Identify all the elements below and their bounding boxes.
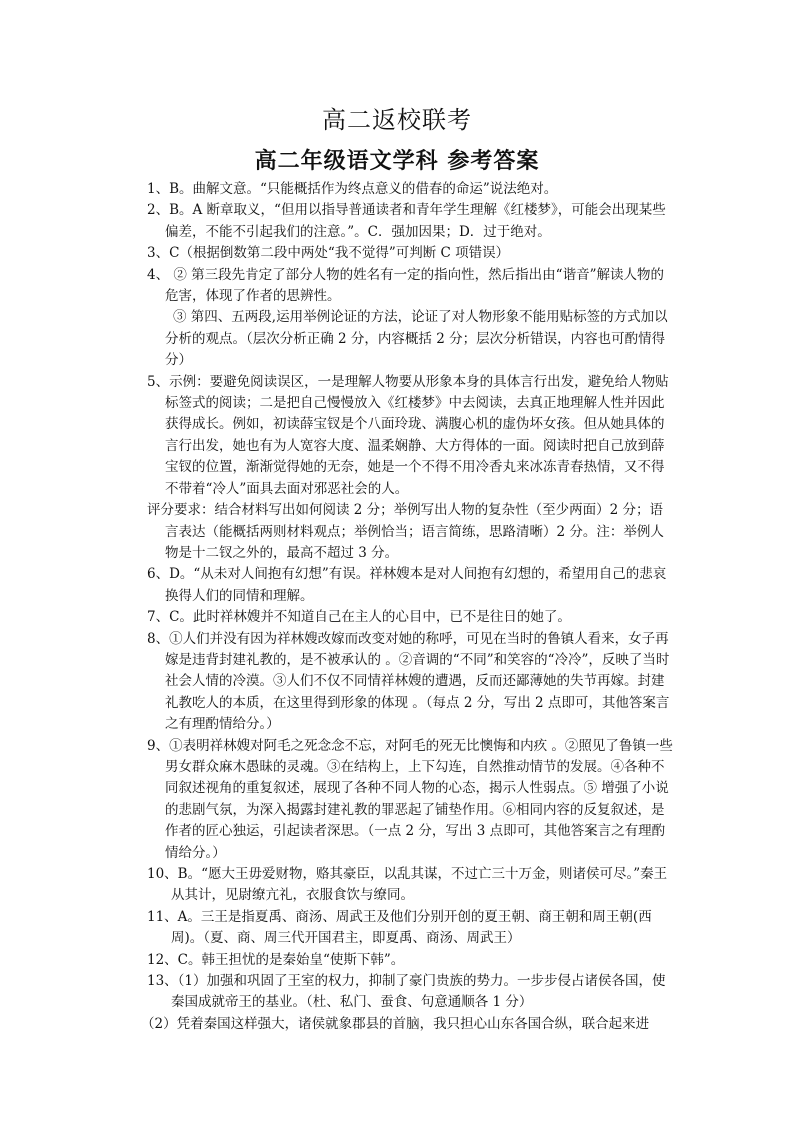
answer-5-scoring: 评分要求：结合材料写出如何阅读 2 分；举例写出人物的复杂性（至少两面）2 分；语言表达（能概括两则材料观点；举例恰当；语言简练，思路清晰）2 分。注：举例人物是十二钗之外的，最高不超过 3 分。 <box>147 502 664 561</box>
answer-9: 9、①表明祥林嫂对阿毛之死念念不忘，对阿毛的死无比懊悔和内疚 。②照见了鲁镇一些男女群众麻木愚昧的灵魂。③在结构上，上下勾连，自然推动情节的发展。④各种不同叙述视角的重复叙述，展现了各种不同人物的心态，揭示人性弱点。⑤ 增强了小说的悲剧气氛，为深入揭露封建礼教的罪恶起了铺垫作用。⑥相同内容的反复叙述，是作者的匠心独运，引起读者深思。（一点 2 分，写出 3 点即可，其他答案言之有理酌情给分。） <box>147 737 673 861</box>
answer-key-title: 高二年级语文学科 参考答案 <box>254 148 540 174</box>
answer-7: 7、C。此时祥林嫂并不知道自己在主人的心目中，已不是往日的她了。 <box>147 609 571 626</box>
answer-4-point-3: ③ 第四、五两段,运用举例论证的方法，论证了对人物形象不能用贴标签的方式加以分析的观点。（层次分析正确 2 分，内容概括 2 分；层次分析错误，内容也可酌情得分） <box>165 309 668 369</box>
answer-6: 6、D。“从未对人间抱有幻想”有误。祥林嫂本是对人间抱有幻想的，希望用自己的悲哀换得人们的同情和理解。 <box>147 566 667 604</box>
answer-3: 3、C（根据倒数第二段中两处“我不觉得”可判断 C 项错误） <box>147 245 510 262</box>
answer-13-part-2: （2）凭着秦国这样强大，诸侯就象郡县的首脑，我只担心山东各国合纵，联合起来进 <box>141 1015 650 1032</box>
answer-11: 11、A。三王是指夏禹、商汤、周武王及他们分别开创的夏王朝、商王朝和周王朝(西周)。（夏、商、周三代开国君主，即夏禹、商汤、周武王） <box>147 908 652 947</box>
exam-title: 高二返校联考 <box>322 106 472 134</box>
answer-1: 1、B。曲解文意。“只能概括作为终点意义的借春的命运”说法绝对。 <box>147 181 558 197</box>
answer-13-part-1: 13、（1）加强和巩固了王室的权力，抑制了豪门贵族的势力。一步步侵占诸侯各国，使秦国成就帝王的基业。（杜、私门、蚕食、句意通顺各 1 分） <box>147 973 666 1011</box>
answer-list <box>141 179 675 1035</box>
answer-12: 12、C。韩王担忧的是秦始皇“使斯下韩”。 <box>147 951 405 968</box>
answer-2: 2、B。A 断章取义，“但用以指导普通读者和青年学生理解《红楼梦》，可能会出现某些偏差，不能不引起我们的注意。”。C．强加因果；D．过于绝对。 <box>147 202 666 240</box>
answer-5: 5、示例：要避免阅读误区，一是理解人物要从形象本身的具体言行出发，避免给人物贴标签式的阅读；二是把自己慢慢放入《红楼梦》中去阅读，去真正地理解人性并因此获得成长。例如，初读薛宝钗是个八面玲珑、满腹心机的虚伪坏女孩。但从她具体的言行出发，她也有为人宽容大度、温柔娴静、大方得体的一面。阅读时把自己放到薛宝钗的位置，渐渐觉得她的无奈，她是一个不得不用冷香丸来冰冻青春热情，又不得不带着“冷人”面具去面对邪恶社会的人。 <box>147 373 669 497</box>
answer-8: 8、①人们并没有因为祥林嫂改嫁而改变对她的称呼，可见在当时的鲁镇人看来，女子再嫁是违背封建礼教的，是不被承认的 。②音调的“不同”和笑容的“冷冷”，反映了当时社会人情的冷漠。③人们不仅不同情祥林嫂的遭遇，反而还鄙薄她的失节再嫁。封建礼教吃人的本质，在这里得到形象的体现 。（每点 2 分，写出 2 点即可，其他答案言之有理酌情给分。） <box>147 630 670 733</box>
answer-10: 10、B。“愿大王毋爱财物，赂其豪臣，以乱其谋，不过亡三十万金，则诸侯可尽。”秦王从其计，见尉缭亢礼，衣服食饮与缭同。 <box>147 866 668 904</box>
answer-4-point-2: 4、 ② 第三段先肯定了部分人物的姓名有一定的指向性，然后指出由“谐音”解读人物的危害，体现了作者的思辨性。 <box>147 266 664 305</box>
